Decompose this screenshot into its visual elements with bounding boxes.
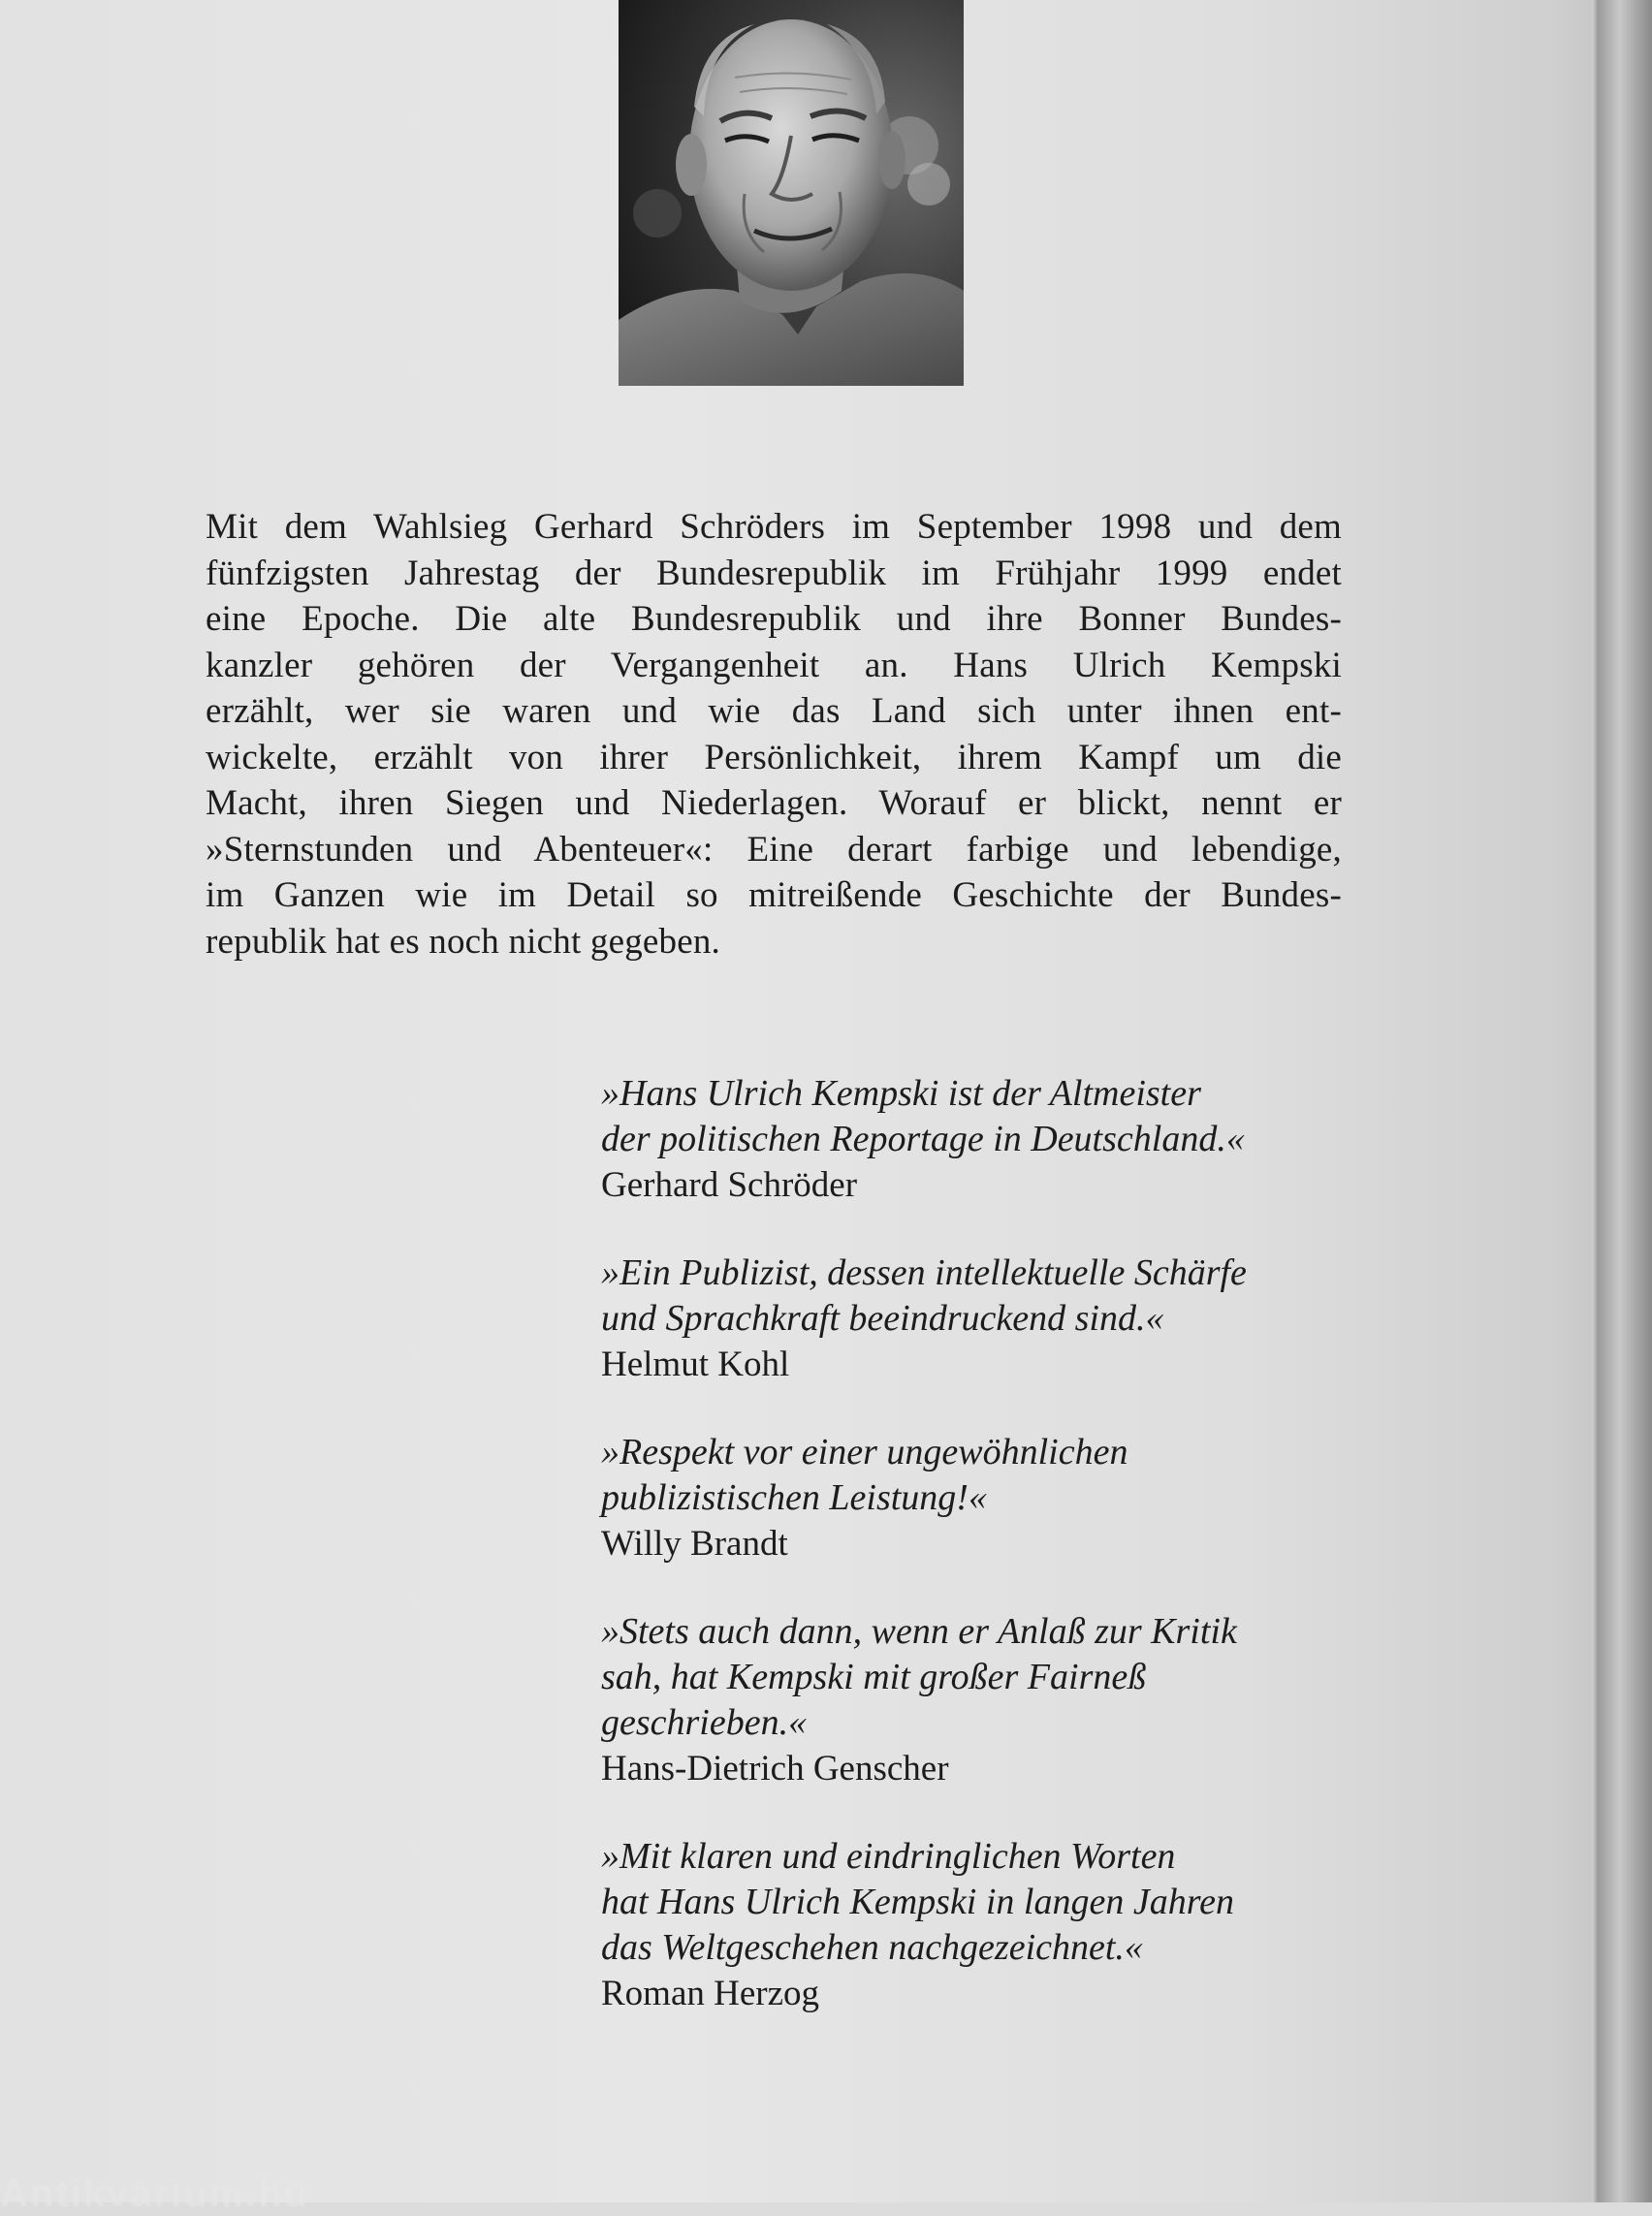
quote-author: Hans-Dietrich Genscher xyxy=(601,1749,949,1789)
quote-author: Willy Brandt xyxy=(601,1524,788,1564)
quote-line: sah, hat Kempski mit großer Fairneß xyxy=(601,1657,1147,1697)
blurb-line: Mit dem Wahlsieg Gerhard Schröders im September 1998 und dem xyxy=(206,507,1342,547)
quote-line: »Mit klaren und eindringlichen Worten xyxy=(601,1836,1176,1877)
quote-line: »Stets auch dann, wenn er Anlaß zur Kritik xyxy=(601,1611,1237,1652)
quote-block xyxy=(601,1071,1377,1208)
quote-line: und Sprachkraft beeindruckend sind.« xyxy=(601,1298,1164,1339)
quote-line: das Weltgeschehen nachgezeichnet.« xyxy=(601,1927,1143,1968)
blurb-line: »Sternstunden und Abenteuer«: Eine derart farbige und lebendige, xyxy=(206,829,1342,870)
quote-line: »Respekt vor einer ungewöhnlichen xyxy=(601,1432,1128,1472)
blurb-line: republik hat es noch nicht gegeben. xyxy=(206,921,720,962)
watermark-text: Antikvárium.hu xyxy=(0,2172,310,2215)
endorsement-quotes xyxy=(601,1071,1377,2059)
blurb-line: wickelte, erzählt von ihrer Persönlichkeit, ihrem Kampf um die xyxy=(206,737,1342,777)
quote-line: »Ein Publizist, dessen intellektuelle Schärfe xyxy=(601,1252,1247,1293)
quote-block xyxy=(601,1609,1377,1791)
quote-line: geschrieben.« xyxy=(601,1702,808,1743)
author-portrait-photo xyxy=(619,0,964,386)
quote-block xyxy=(601,1834,1377,2016)
quote-line: »Hans Ulrich Kempski ist der Altmeister xyxy=(601,1073,1201,1114)
blurb-line: fünfzigsten Jahrestag der Bundesrepublik im Frühjahr 1999 endet xyxy=(206,553,1342,593)
blurb-line: im Ganzen wie im Detail so mitreißende Geschichte der Bundes- xyxy=(206,875,1342,915)
blurb-line: kanzler gehören der Vergangenheit an. Hans Ulrich Kempski xyxy=(206,645,1342,685)
quote-line: publizistischen Leistung!« xyxy=(601,1477,987,1518)
quote-line: der politischen Reportage in Deutschland.« xyxy=(601,1119,1245,1159)
quote-author: Helmut Kohl xyxy=(601,1345,790,1384)
portrait-image xyxy=(619,0,964,386)
quote-block xyxy=(601,1430,1377,1567)
blurb-line: Macht, ihren Siegen und Niederlagen. Worauf er blickt, nennt er xyxy=(206,783,1342,823)
quote-author: Roman Herzog xyxy=(601,1974,820,2013)
blurb-line: erzählt, wer sie waren und wie das Land sich unter ihnen ent- xyxy=(206,691,1342,731)
book-spine xyxy=(1598,0,1652,2202)
quote-line: hat Hans Ulrich Kempski in langen Jahren xyxy=(601,1882,1234,1922)
blurb-paragraph xyxy=(206,504,1342,965)
blurb-line: eine Epoche. Die alte Bundesrepublik und ihre Bonner Bundes- xyxy=(206,599,1342,639)
quote-block xyxy=(601,1250,1377,1387)
quote-author: Gerhard Schröder xyxy=(601,1165,858,1205)
